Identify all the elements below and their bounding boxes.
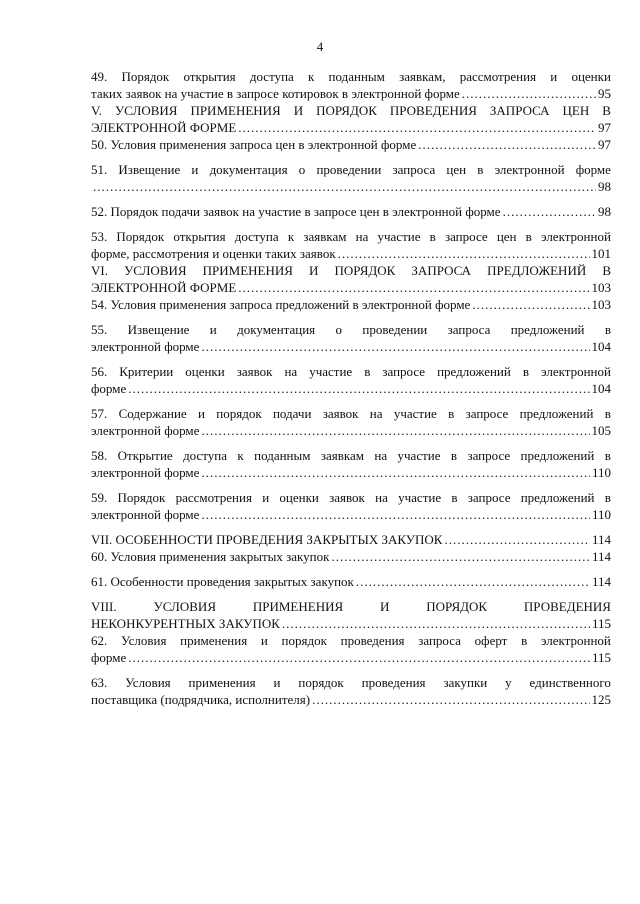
toc-word: заявок: [236, 364, 273, 379]
toc-word: УСЛОВИЯ: [153, 599, 216, 614]
toc-entry-title: 61. Особенности проведения закрытых закупок: [91, 574, 354, 589]
toc-entry-last-line: [91, 615, 611, 632]
toc-word: о: [335, 322, 343, 337]
toc-word: порядок: [216, 406, 262, 421]
toc-word: ЗАПРОСА: [489, 103, 550, 118]
toc-entry[interactable]: [91, 102, 611, 136]
toc-word: V.: [91, 103, 102, 118]
dot-leader: [356, 573, 590, 590]
dot-leader: [503, 203, 596, 220]
toc-word: подачи: [272, 406, 312, 421]
toc-entry[interactable]: [91, 68, 611, 102]
toc-word: 58.: [91, 448, 108, 463]
toc-page-number: 114: [591, 532, 611, 547]
toc-entry-last-line: [91, 338, 611, 355]
toc-word: к: [287, 229, 295, 244]
toc-entry[interactable]: [91, 598, 611, 632]
toc-word: поданным: [328, 69, 385, 84]
toc-word: оферт: [474, 633, 508, 648]
toc-word: ПОРЯДОК: [426, 599, 488, 614]
toc-entry-line: [91, 674, 611, 691]
toc-word: заявкам: [303, 229, 347, 244]
toc-word: в: [604, 406, 611, 421]
toc-word: запроса: [392, 162, 436, 177]
toc-entry-last-line: [91, 531, 611, 548]
toc-word: ПРИМЕНЕНИЯ: [202, 263, 293, 278]
toc-word: электронной: [541, 364, 611, 379]
toc-word: Порядок: [117, 490, 166, 505]
toc-entry[interactable]: [91, 405, 611, 439]
toc-word: запроса: [447, 322, 491, 337]
toc-word: документация: [209, 162, 288, 177]
toc-word: на: [284, 364, 298, 379]
toc-entry-title: 52. Порядок подачи заявок на участие в запросе цен в электронной форме: [91, 204, 501, 219]
dot-leader: [238, 119, 596, 136]
toc-word: в: [604, 322, 611, 337]
toc-entry-line: [91, 363, 611, 380]
toc-entry[interactable]: [91, 136, 611, 153]
toc-word: и: [260, 633, 268, 648]
toc-entry-last-line: [91, 422, 611, 439]
toc-word: 62.: [91, 633, 108, 648]
toc-entry-line: [91, 161, 611, 178]
toc-word: Критерии: [119, 364, 174, 379]
toc-word: участие: [309, 364, 353, 379]
toc-entry-title: поставщика (подрядчика, исполнителя): [91, 692, 311, 707]
toc-word: запроса: [418, 633, 461, 648]
toc-word: И: [309, 263, 319, 278]
toc-entry-line: [91, 228, 611, 245]
toc-entry[interactable]: [91, 203, 611, 220]
toc-word: и: [273, 675, 281, 690]
toc-entry-title: форме, рассмотрения и оценки таких заявок: [91, 246, 336, 261]
toc-word: проведения: [340, 633, 405, 648]
toc-word: в: [604, 448, 611, 463]
toc-word: ПРОВЕДЕНИЯ: [523, 599, 611, 614]
toc-word: ПРЕДЛОЖЕНИЙ: [487, 263, 587, 278]
toc-word: предложений: [519, 406, 594, 421]
toc-word: электронной: [494, 162, 565, 177]
toc-word: ПОРЯДОК: [316, 103, 377, 118]
dot-leader: [282, 615, 590, 632]
toc-entry[interactable]: [91, 447, 611, 481]
toc-word: Порядок: [116, 229, 165, 244]
toc-word: Извещение: [127, 322, 190, 337]
toc-word: 57.: [91, 406, 108, 421]
toc-entry-title: электронной форме: [91, 423, 200, 438]
toc-entry-title: НЕКОНКУРЕНТНЫХ ЗАКУПОК: [91, 616, 280, 631]
toc-word: порядок: [281, 633, 327, 648]
toc-word: 59.: [91, 490, 108, 505]
toc-word: оценки: [571, 69, 611, 84]
toc-word: цен: [446, 162, 467, 177]
toc-word: участие: [393, 406, 437, 421]
toc-word: заявкам: [320, 448, 364, 463]
toc-page-number: 104: [591, 339, 611, 354]
toc-word: на: [374, 448, 388, 463]
toc-word: запросе: [465, 406, 509, 421]
table-of-contents: [91, 68, 611, 708]
toc-page-number: 103: [591, 297, 611, 312]
toc-word: форме: [575, 162, 611, 177]
toc-word: открытия: [183, 69, 236, 84]
toc-word: ПРОВЕДЕНИЯ: [389, 103, 477, 118]
toc-word: В: [602, 103, 611, 118]
toc-entry-last-line: [91, 203, 611, 220]
toc-word: VIII.: [91, 599, 117, 614]
dot-leader: [444, 531, 590, 548]
toc-entry-title: форме: [91, 650, 127, 665]
dot-leader: [128, 649, 590, 666]
toc-entry-line: [91, 405, 611, 422]
toc-entry-line: [91, 321, 611, 338]
toc-word: единственного: [529, 675, 611, 690]
toc-entry-last-line: [91, 573, 611, 590]
toc-entry-line: [91, 262, 611, 279]
toc-word: к: [237, 448, 244, 463]
toc-word: заявкам,: [399, 69, 446, 84]
toc-word: 56.: [91, 364, 108, 379]
dot-leader: [201, 464, 590, 481]
toc-entry-last-line: [91, 506, 611, 523]
dot-leader: [418, 136, 596, 153]
toc-word: порядок: [298, 675, 344, 690]
toc-word: в: [364, 364, 371, 379]
toc-word: оценки: [279, 490, 319, 505]
toc-page-number: 97: [598, 137, 611, 152]
toc-word: и: [191, 162, 199, 177]
toc-entry-last-line: [91, 296, 611, 313]
toc-word: ЗАПРОСА: [411, 263, 472, 278]
toc-word: поданным: [254, 448, 311, 463]
toc-entry[interactable]: [91, 228, 611, 262]
dot-leader: [331, 548, 590, 565]
dot-leader: [201, 338, 589, 355]
toc-word: И: [293, 103, 304, 118]
toc-word: В: [602, 263, 611, 278]
toc-entry-line: [91, 598, 611, 615]
toc-word: ПРИМЕНЕНИЯ: [252, 599, 344, 614]
toc-word: проведении: [316, 162, 382, 177]
toc-word: рассмотрения: [459, 69, 537, 84]
toc-entry[interactable]: [91, 632, 611, 666]
toc-word: ЦЕН: [562, 103, 590, 118]
dot-leader: [472, 296, 589, 313]
toc-word: применения: [180, 633, 248, 648]
toc-entry-title: электронной форме: [91, 339, 200, 354]
toc-word: И: [380, 599, 390, 614]
toc-entry[interactable]: [91, 489, 611, 523]
toc-word: проведения: [361, 675, 426, 690]
toc-word: в: [522, 364, 529, 379]
toc-entry-last-line: [91, 380, 611, 397]
toc-word: на: [355, 229, 369, 244]
toc-entry-title: VII. ОСОБЕННОСТИ ПРОВЕДЕНИЯ ЗАКРЫТЫХ ЗАКУПОК: [91, 532, 443, 547]
toc-entry[interactable]: [91, 531, 611, 548]
toc-word: запросе: [467, 490, 511, 505]
toc-page-number: 125: [591, 692, 611, 707]
toc-word: 51.: [91, 162, 108, 177]
toc-entry-last-line: [91, 119, 611, 136]
toc-entry-title: форме: [91, 381, 127, 396]
toc-entry-line: [91, 489, 611, 506]
toc-word: участие: [377, 229, 421, 244]
toc-word: УСЛОВИЯ: [114, 103, 178, 118]
dot-leader: [462, 85, 596, 102]
toc-word: УСЛОВИЯ: [124, 263, 187, 278]
dot-leader: [93, 178, 596, 195]
toc-word: и: [550, 69, 558, 84]
toc-entry-title: электронной форме: [91, 465, 200, 480]
toc-page-number: 104: [591, 381, 611, 396]
toc-word: в: [477, 162, 484, 177]
toc-word: 53.: [91, 229, 108, 244]
toc-word: доступа: [234, 229, 279, 244]
toc-entry[interactable]: [91, 262, 611, 296]
toc-page-number: 97: [598, 120, 611, 135]
toc-word: предложений: [510, 322, 585, 337]
toc-entry-title: 54. Условия применения запроса предложений в электронной форме: [91, 297, 471, 312]
toc-word: в: [451, 490, 458, 505]
toc-word: и: [262, 490, 270, 505]
toc-page-number: 101: [591, 246, 611, 261]
toc-entry-last-line: [91, 279, 611, 296]
toc-word: электронной: [540, 229, 611, 244]
toc-word: на: [375, 490, 388, 505]
toc-word: оценки: [185, 364, 225, 379]
toc-word: открытия: [173, 229, 226, 244]
toc-page-number: 98: [598, 204, 611, 219]
toc-entry-line: [91, 102, 611, 119]
toc-entry-line: [91, 447, 611, 464]
toc-word: Порядок: [121, 69, 170, 84]
toc-word: 63.: [91, 675, 108, 690]
dot-leader: [312, 691, 589, 708]
toc-word: и: [198, 406, 205, 421]
toc-word: рассмотрения: [175, 490, 252, 505]
toc-entry-title: ЭЛЕКТРОННОЙ ФОРМЕ: [91, 120, 237, 135]
toc-word: у: [505, 675, 512, 690]
toc-word: Открытие: [117, 448, 173, 463]
toc-page-number: 114: [591, 549, 611, 564]
toc-word: цен: [496, 229, 517, 244]
toc-entry[interactable]: [91, 321, 611, 355]
toc-word: Содержание: [118, 406, 187, 421]
toc-page-number: 110: [591, 507, 611, 522]
toc-word: 55.: [91, 322, 108, 337]
toc-entry-last-line: [91, 548, 611, 565]
toc-entry-last-line: [91, 178, 611, 195]
toc-entry[interactable]: [91, 161, 611, 195]
toc-entry-last-line: [91, 245, 611, 262]
toc-word: участие: [398, 490, 442, 505]
toc-page-number: 98: [598, 179, 611, 194]
toc-word: в: [604, 490, 611, 505]
toc-entry[interactable]: [91, 548, 611, 565]
toc-entry-last-line: [91, 691, 611, 708]
toc-page-number: 115: [591, 650, 611, 665]
toc-word: ПРИМЕНЕНИЯ: [190, 103, 281, 118]
toc-word: VI.: [91, 263, 108, 278]
dot-leader: [201, 506, 590, 523]
toc-word: доступа: [183, 448, 228, 463]
toc-word: в: [450, 448, 458, 463]
toc-word: в: [448, 406, 455, 421]
toc-word: запросе: [444, 229, 488, 244]
toc-word: предложений: [520, 448, 595, 463]
toc-page-number: 95: [598, 86, 611, 101]
toc-word: запросе: [382, 364, 426, 379]
toc-word: закупки: [443, 675, 488, 690]
toc-word: в: [521, 633, 528, 648]
toc-entry-title: 50. Условия применения запроса цен в электронной форме: [91, 137, 417, 152]
toc-entry-last-line: [91, 85, 611, 102]
toc-word: документация: [237, 322, 316, 337]
toc-entry[interactable]: [91, 296, 611, 313]
toc-entry-last-line: [91, 464, 611, 481]
toc-word: 49.: [91, 69, 108, 84]
toc-entry-title: ЭЛЕКТРОННОЙ ФОРМЕ: [91, 280, 237, 295]
toc-entry-line: [91, 632, 611, 649]
toc-word: о: [298, 162, 306, 177]
toc-word: ПОРЯДОК: [334, 263, 396, 278]
toc-word: в: [429, 229, 436, 244]
toc-page-number: 114: [591, 574, 611, 589]
toc-word: применения: [188, 675, 256, 690]
toc-word: заявок: [322, 406, 359, 421]
toc-page-number: 105: [591, 423, 611, 438]
toc-entry-last-line: [91, 136, 611, 153]
toc-word: участие: [397, 448, 441, 463]
toc-entry-last-line: [91, 649, 611, 666]
toc-entry-line: [91, 68, 611, 85]
toc-word: предложений: [437, 364, 511, 379]
toc-entry-title: электронной форме: [91, 507, 200, 522]
dot-leader: [238, 279, 589, 296]
dot-leader: [338, 245, 590, 262]
toc-word: электронной: [540, 633, 611, 648]
toc-word: к: [308, 69, 315, 84]
dot-leader: [128, 380, 589, 397]
toc-page-number: 115: [591, 616, 611, 631]
toc-word: и: [209, 322, 217, 337]
toc-word: в: [525, 229, 532, 244]
dot-leader: [201, 422, 589, 439]
toc-word: Условия: [120, 633, 167, 648]
toc-word: запросе: [467, 448, 511, 463]
toc-word: предложений: [520, 490, 595, 505]
toc-word: заявок: [329, 490, 365, 505]
toc-page-number: 103: [591, 280, 611, 295]
toc-word: Условия: [125, 675, 171, 690]
toc-word: проведении: [362, 322, 428, 337]
toc-word: доступа: [249, 69, 294, 84]
toc-entry[interactable]: [91, 363, 611, 397]
toc-word: на: [369, 406, 383, 421]
toc-entry[interactable]: [91, 573, 611, 590]
toc-entry-title: 60. Условия применения закрытых закупок: [91, 549, 330, 564]
toc-page-number: 110: [591, 465, 611, 480]
toc-entry-title: таких заявок на участие в запросе котировок в электронной форме: [91, 86, 460, 101]
toc-entry[interactable]: [91, 674, 611, 708]
page-number: 4: [316, 39, 324, 54]
toc-word: Извещение: [118, 162, 181, 177]
